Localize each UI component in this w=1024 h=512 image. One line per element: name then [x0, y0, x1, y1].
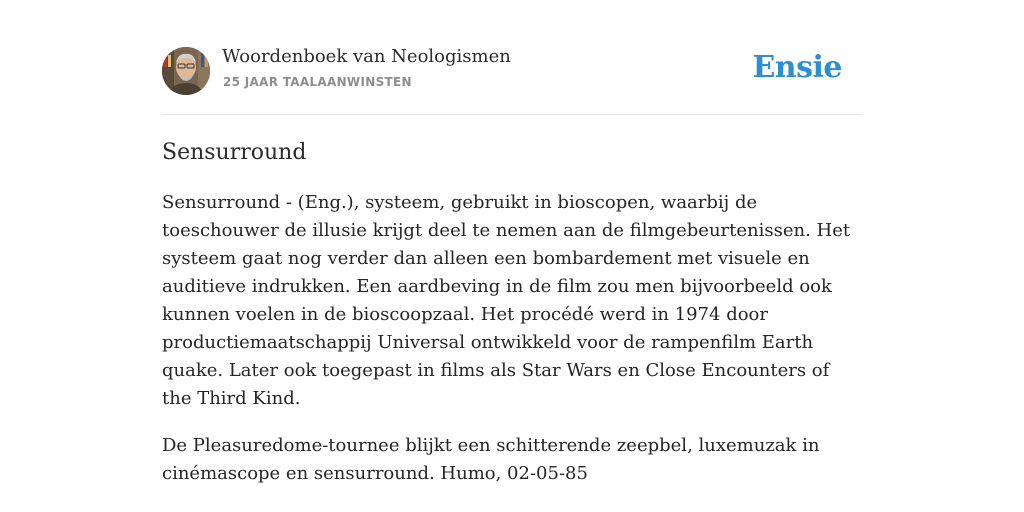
source-name[interactable]: Woordenboek van Neologismen — [222, 46, 511, 67]
author-avatar[interactable] — [162, 47, 210, 95]
header — [162, 44, 862, 115]
entry-quote: De Pleasuredome-tournee blijkt een schitterende zeepbel, luxemuzak in cinémascope en sensurround. Humo, 02-05-85 — [162, 435, 820, 484]
entry-title: Sensurround — [162, 140, 307, 165]
source-subtitle: 25 JAAR TAALAANWINSTEN — [223, 75, 412, 89]
ensie-logo[interactable]: Ensie — [752, 50, 842, 85]
entry-card — [162, 44, 862, 488]
entry-definition: Sensurround - (Eng.), systeem, gebruikt in bioscopen, waarbij de toeschouwer de illusie krijgt deel te nemen aan de filmgebeurtenissen. Het systeem gaat nog verder dan alleen een bombardement met visuele en auditieve indrukken. Een aardbeving in de film zou men bijvoorbeeld ook kunnen voelen in de bioscoopzaal. Het procédé werd in 1974 door productiemaatschappij Universal ontwikkeld voor de rampenfilm Earth quake. Later ook toegepast in films als Star Wars en Close Encounters of the Third Kind. — [162, 192, 851, 409]
